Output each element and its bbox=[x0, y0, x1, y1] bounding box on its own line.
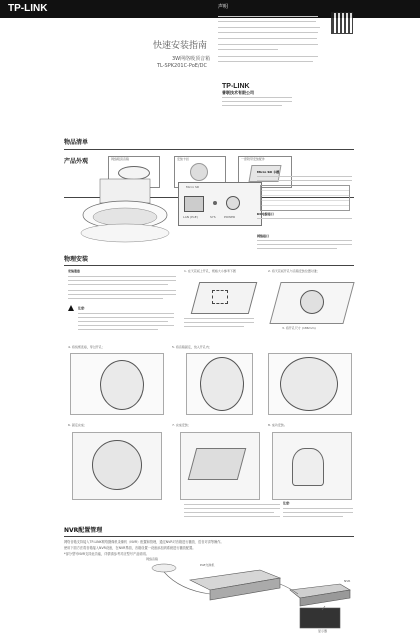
packing-item-label: 安装卡扣 bbox=[177, 157, 190, 161]
header-bar bbox=[0, 0, 420, 18]
note-text bbox=[257, 244, 352, 245]
note-text bbox=[257, 248, 337, 249]
diagram-monitor-label: 显示器 bbox=[318, 629, 328, 633]
note-text bbox=[78, 329, 158, 330]
micro-sd-title: Micro SD 卡槽 bbox=[257, 170, 280, 174]
note-text bbox=[257, 240, 352, 241]
step-text bbox=[184, 322, 254, 323]
install-note bbox=[283, 516, 343, 517]
sys-label: SYS bbox=[210, 215, 216, 219]
power-port bbox=[226, 196, 240, 210]
ceiling-tile bbox=[188, 448, 247, 480]
prep-text bbox=[68, 290, 176, 291]
note-text bbox=[78, 317, 174, 318]
section-packing: 物品清单 bbox=[64, 139, 89, 146]
prep-text bbox=[68, 276, 176, 277]
note-label: 注意： bbox=[283, 501, 293, 505]
lan-label: LAN (PoE) bbox=[183, 215, 198, 219]
statement-text bbox=[218, 16, 318, 17]
brand-logo: TP-LINK bbox=[8, 3, 48, 14]
led-table bbox=[260, 185, 350, 211]
install-prep-title: 安装准备 bbox=[68, 269, 81, 273]
power-label: POWER bbox=[224, 215, 236, 219]
nvr-diagram bbox=[150, 560, 360, 632]
step-text bbox=[184, 318, 254, 319]
statement-text bbox=[218, 21, 316, 22]
step-7-caption: 7. 完成安装； bbox=[172, 423, 191, 427]
install-note bbox=[283, 512, 353, 513]
diagram-switch-label: PoE交换机 bbox=[200, 563, 215, 567]
prep-text bbox=[68, 284, 168, 285]
step-2-caption: 2. 将天花板开孔与音箱安装位置对准； bbox=[268, 269, 320, 273]
prep-text bbox=[68, 298, 163, 299]
step-5-caption: 5. 将音箱固定，放入开孔内； bbox=[172, 345, 212, 349]
dc-title: DC电源接口 bbox=[257, 212, 274, 216]
note-text bbox=[257, 180, 352, 181]
packing-item-label: 网络吸顶音箱 bbox=[111, 157, 130, 161]
prep-text bbox=[68, 294, 176, 295]
sys-led bbox=[213, 201, 217, 205]
diagram-speaker-label: 网络音箱 bbox=[146, 557, 159, 561]
prep-text bbox=[68, 280, 176, 281]
micro-sd-label: Micro SD bbox=[186, 185, 200, 189]
divider bbox=[64, 265, 354, 266]
hole-outline bbox=[212, 290, 228, 304]
qr-code bbox=[331, 12, 353, 34]
note-text bbox=[78, 321, 168, 322]
divider bbox=[64, 536, 354, 537]
install-note bbox=[184, 508, 280, 509]
speaker-icon bbox=[200, 357, 244, 411]
note-text bbox=[257, 218, 352, 219]
note-text bbox=[257, 176, 352, 177]
statement-text bbox=[218, 32, 318, 33]
install-note bbox=[184, 516, 280, 517]
speaker-illustration bbox=[80, 175, 170, 245]
cover-title: 快速安装指南 bbox=[153, 41, 208, 51]
hand-icon bbox=[292, 448, 324, 486]
step-text bbox=[184, 326, 244, 327]
statement-text bbox=[218, 27, 320, 28]
install-note bbox=[283, 508, 353, 509]
company-address bbox=[222, 105, 282, 106]
note-text bbox=[78, 313, 174, 314]
speaker-icon bbox=[280, 357, 338, 411]
section-appearance: 产品外观 bbox=[64, 158, 89, 165]
ceiling-hole bbox=[300, 290, 324, 314]
step-3-caption: 3. 将开孔尺寸 (186mm) bbox=[282, 326, 316, 330]
nvr-text: *部分型号NVR支持此功能，详情请参考对应型号产品说明。 bbox=[64, 552, 149, 556]
statement-text bbox=[218, 56, 318, 57]
statement-title: 声明 bbox=[218, 4, 229, 10]
step-1-caption: 1. 在天花板上开孔，规格大小参考下图 bbox=[184, 269, 236, 273]
statement-text bbox=[218, 49, 278, 50]
speaker-icon bbox=[92, 440, 142, 490]
install-note bbox=[184, 512, 274, 513]
warning-icon bbox=[68, 305, 74, 311]
lan-title: 网络接口 bbox=[257, 234, 270, 238]
diagram-nvr-label: NVR bbox=[344, 579, 351, 583]
packing-item-label: 一套附带安装配件 bbox=[241, 157, 266, 161]
speaker-icon bbox=[100, 360, 144, 410]
note-label: 注意： bbox=[78, 306, 88, 310]
section-install: 物理安装 bbox=[64, 256, 89, 263]
section-nvr: NVR配置管理 bbox=[64, 527, 103, 534]
brand-logo-small: TP-LINK bbox=[222, 83, 250, 90]
statement-text bbox=[218, 38, 317, 39]
company-address bbox=[222, 97, 292, 98]
cover-model: TL-SPK201C-PoE/DC bbox=[157, 63, 207, 69]
nvr-text: 网络音箱支持接入TP-LINK网络摄像机录像机（NVR）配置和管理，通过NVR对音箱进行播放、语音对讲等操作。 bbox=[64, 540, 224, 544]
divider bbox=[64, 149, 354, 150]
note-text bbox=[78, 325, 174, 326]
step-8-caption: 8. 成功安装。 bbox=[268, 423, 287, 427]
statement-text bbox=[218, 61, 313, 62]
step-4-caption: 4. 将线缆连接，穿过开孔； bbox=[68, 345, 105, 349]
disc-icon bbox=[190, 163, 208, 181]
step-6-caption: 6. 固定完成； bbox=[68, 423, 87, 427]
company-name: 普联技术有限公司 bbox=[222, 90, 254, 95]
statement-text bbox=[218, 44, 318, 45]
nvr-text: 使用下面方法将音箱接入NVR设备，在NVR界面，音箱设置一设备添加到系统进行播放配置。 bbox=[64, 546, 196, 550]
install-note bbox=[184, 504, 280, 505]
company-address bbox=[222, 101, 292, 102]
ethernet-port bbox=[184, 196, 204, 212]
cover-subtitle: 3W网络吸顶音箱 bbox=[172, 56, 211, 62]
